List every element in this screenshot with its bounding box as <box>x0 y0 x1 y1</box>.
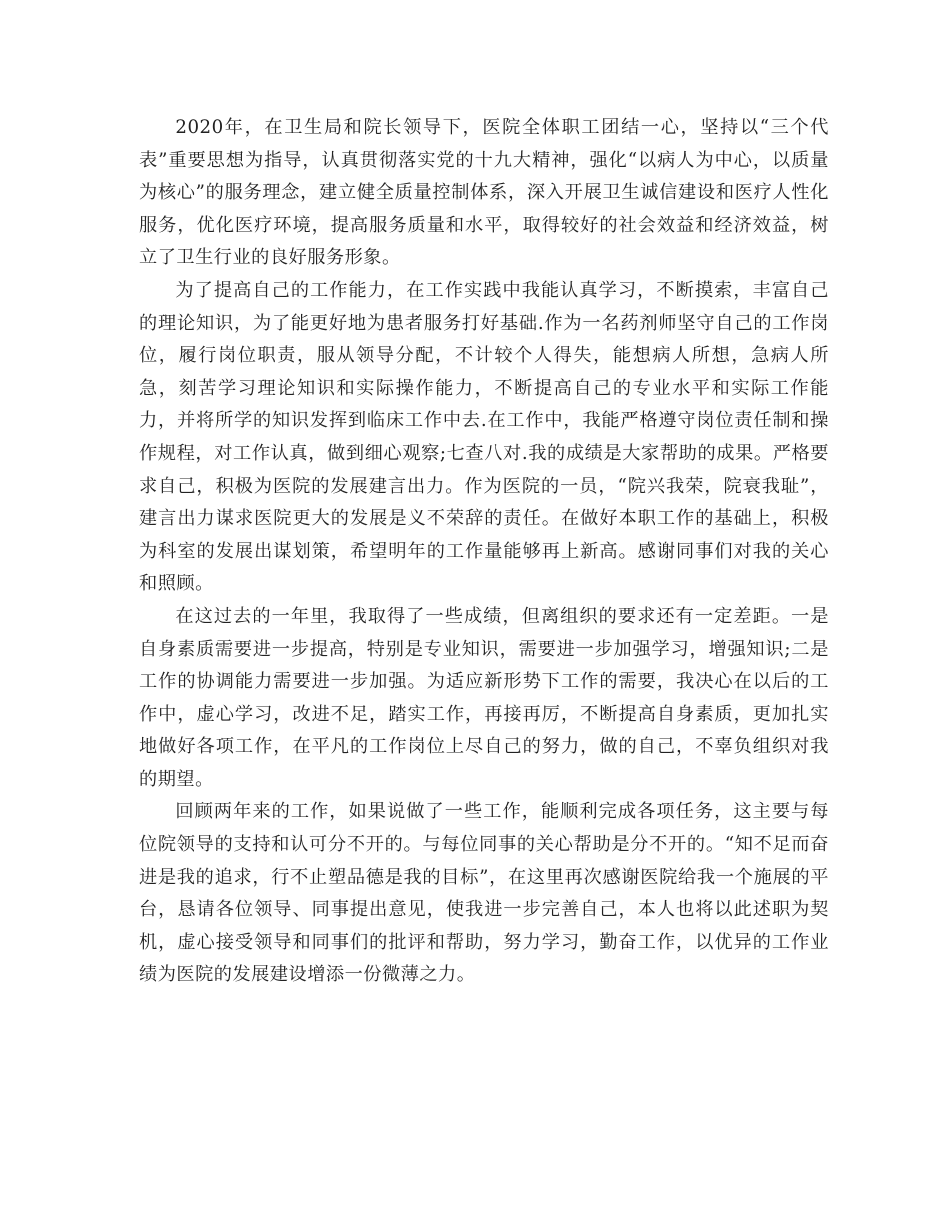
paragraph-4: 回顾两年来的工作，如果说做了一些工作，能顺利完成各项任务，这主要与每位院领导的支持和认可分不开的。与每位同事的关心帮助是分不开的。“知不足而奋进是我的追求，行不止塑品德是我的目标”，在这里再次感谢医院给我一个施展的平台，恳请各位领导、同事提出意见，使我进一步完善自己，本人也将以此述职为契机，虚心接受领导和同事们的批评和帮助，努力学习，勤奋工作，以优异的工作业绩为医院的发展建设增添一份微薄之力。 <box>139 801 829 986</box>
paragraph-2: 为了提高自己的工作能力，在工作实践中我能认真学习，不断摸索，丰富自己的理论知识，为了能更好地为患者服务打好基础.作为一名药剂师坚守自己的工作岗位，履行岗位职责，服从领导分配，不计较个人得失，能想病人所想，急病人所急，刻苦学习理论知识和实际操作能力，不断提高自己的专业水平和实际工作能力，并将所学的知识发挥到临床工作中去.在工作中，我能严格遵守岗位责任制和操作规程，对工作认真，做到细心观察;七查八对.我的成绩是大家帮助的成果。严格要求自己，积极为医院的发展建言出力。作为医院的一员，“院兴我荣，院衰我耻”，建言出力谋求医院更大的发展是义不荣辞的责任。在做好本职工作的基础上，积极为科室的发展出谋划策，希望明年的工作量能够再上新高。感谢同事们对我的关心和照顾。 <box>139 279 829 595</box>
document-body <box>139 112 829 992</box>
paragraph-3: 在这过去的一年里，我取得了一些成绩，但离组织的要求还有一定差距。一是自身素质需要进一步提高，特别是专业知识，需要进一步加强学习，增强知识;二是工作的协调能力需要进一步加强。为适应新形势下工作的需要，我决心在以后的工作中，虚心学习，改进不足，踏实工作，再接再厉，不断提高自身素质，更加扎实地做好各项工作，在平凡的工作岗位上尽自己的努力，做的自己，不辜负组织对我的期望。 <box>139 605 829 790</box>
paragraph-1: 2020年，在卫生局和院长领导下，医院全体职工团结一心，坚持以“三个代表”重要思想为指导，认真贯彻落实党的十九大精神，强化“以病人为中心，以质量为核心”的服务理念，建立健全质量控制体系，深入开展卫生诚信建设和医疗人性化服务，优化医疗环境，提高服务质量和水平，取得较好的社会效益和经济效益，树立了卫生行业的良好服务形象。 <box>139 117 829 269</box>
